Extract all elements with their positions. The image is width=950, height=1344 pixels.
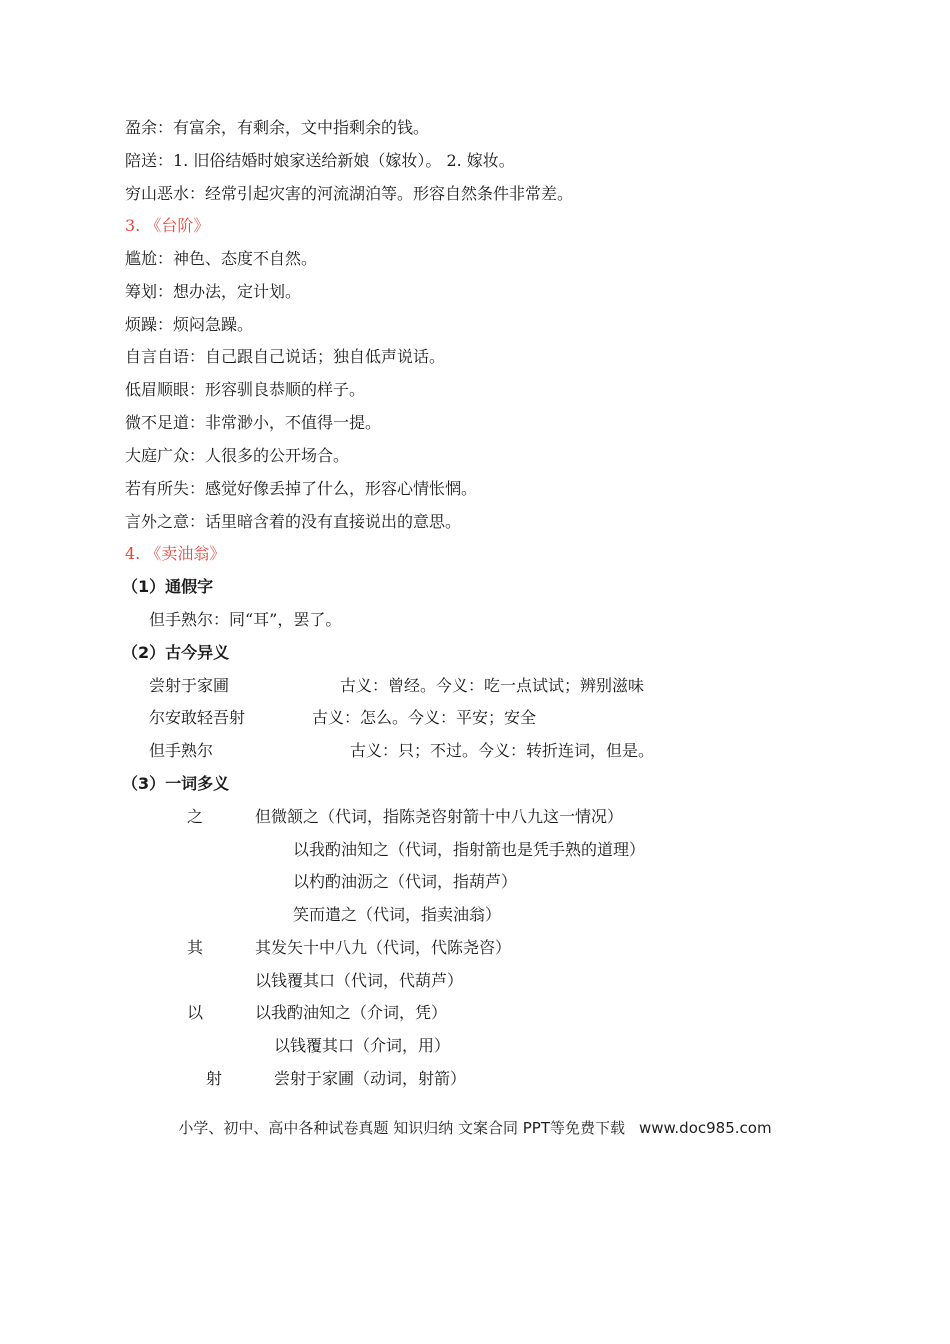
- term-entry: 穷山恶水：经常引起灾害的河流湖泊等。形容自然条件非常差。: [125, 184, 574, 203]
- term-entry: 大庭广众：人很多的公开场合。: [125, 446, 350, 465]
- term-entry: 言外之意：话里暗含着的没有直接说出的意思。: [125, 512, 462, 531]
- polysemy-example: 尝射于家圃（动词，射箭）: [274, 1069, 467, 1088]
- subheading-gujinyiyi: （2）古今异义: [122, 643, 230, 662]
- term-entry: 低眉顺眼：形容驯良恭顺的样子。: [125, 380, 366, 399]
- term-entry: 自言自语：自己跟自己说话；独自低声说话。: [125, 347, 446, 366]
- gujin-phrase: 尝射于家圃: [149, 676, 230, 695]
- term-entry: 盈余：有富余，有剩余，文中指剩余的钱。: [125, 118, 430, 137]
- footer-text: 小学、初中、高中各种试卷真题 知识归纳 文案合同 PPT等免费下载: [178, 1119, 625, 1137]
- polysemy-example: 以我酌油知之（介词，凭）: [255, 1003, 448, 1022]
- gujin-meaning: 古义：只；不过。今义：转折连词，但是。: [350, 741, 655, 760]
- polysemy-char-she: 射: [206, 1069, 223, 1088]
- footer-url[interactable]: www.doc985.com: [638, 1119, 772, 1137]
- polysemy-example: 以钱覆其口（代词，代葫芦）: [255, 971, 464, 990]
- polysemy-example: 笑而遣之（代词，指卖油翁）: [293, 905, 502, 924]
- polysemy-example: 以我酌油知之（代词，指射箭也是凭手熟的道理）: [293, 840, 646, 859]
- gujin-meaning: 古义：曾经。今义：吃一点试试；辨别滋味: [340, 676, 645, 695]
- subheading-tongjiazi: （1）通假字: [122, 577, 214, 596]
- section-heading-taijie: 3. 《台阶》: [125, 216, 210, 235]
- polysemy-char-qi: 其: [187, 938, 204, 957]
- page-footer: [0, 1117, 950, 1138]
- subheading-yiciduoyi: （3）一词多义: [122, 774, 230, 793]
- polysemy-example: 但微颔之（代词，指陈尧咨射箭十中八九这一情况）: [255, 807, 624, 826]
- polysemy-char-zhi: 之: [187, 807, 204, 826]
- polysemy-example: 以钱覆其口（介词，用）: [274, 1036, 451, 1055]
- gujin-meaning: 古义：怎么。今义：平安；安全: [312, 708, 537, 727]
- gujin-phrase: 但手熟尔: [149, 741, 214, 760]
- gujin-phrase: 尔安敢轻吾射: [149, 708, 246, 727]
- term-entry: 微不足道：非常渺小，不值得一提。: [125, 413, 382, 432]
- polysemy-char-yi: 以: [187, 1003, 204, 1022]
- term-entry: 陪送：1. 旧俗结婚时娘家送给新娘（嫁妆）。 2. 嫁妆。: [125, 151, 515, 170]
- term-entry: 若有所失：感觉好像丢掉了什么，形容心情怅惘。: [125, 479, 478, 498]
- polysemy-example: 其发矢十中八九（代词，代陈尧咨）: [255, 938, 512, 957]
- section-heading-maiyouweng: 4. 《卖油翁》: [125, 544, 226, 563]
- term-entry: 筹划：想办法，定计划。: [125, 282, 302, 301]
- polysemy-example: 以杓酌油沥之（代词，指葫芦）: [293, 872, 518, 891]
- term-entry: 尴尬：神色、态度不自然。: [125, 249, 318, 268]
- term-entry: 烦躁：烦闷急躁。: [125, 315, 254, 334]
- tongjiazi-line: 但手熟尔：同“耳”，罢了。: [149, 610, 342, 629]
